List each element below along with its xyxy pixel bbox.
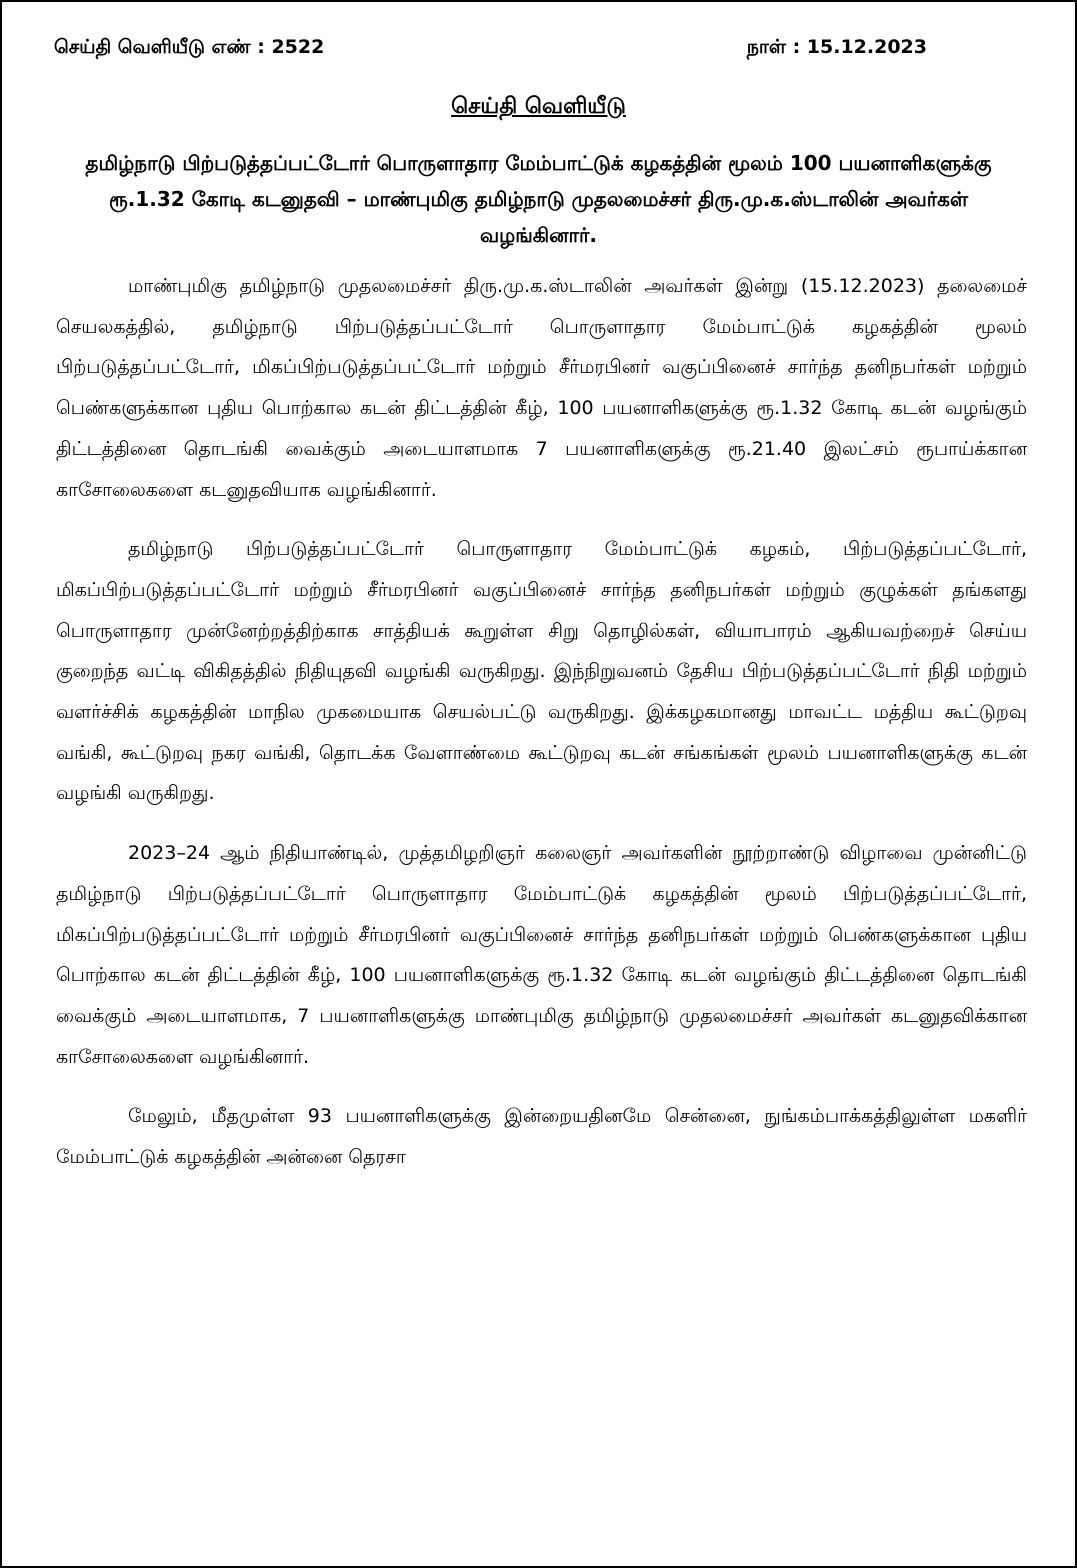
paragraph: தமிழ்நாடு பிற்படுத்தப்பட்டோர் பொருளாதார மேம்பாட்டுக் கழகம், பிற்படுத்தப்பட்டோர், மிகப்பிற்படுத்தப்பட்டோர் மற்றும் சீர்மரபினர் வகுப்பினைச் சார்ந்த தனிநபர்கள் மற்றும் குழுக்கள் தங்களது பொருளாதார முன்னேற்றத்திற்காக சாத்தியக் கூறுள்ள சிறு தொழில்கள், வியாபாரம் ஆகியவற்றைச் செய்ய குறைந்த வட்டி விகிதத்தில் நிதியுதவி வழங்கி வருகிறது. இந்நிறுவனம் தேசிய பிற்படுத்தப்பட்டோர் நிதி மற்றும் வளர்ச்சிக் கழகத்தின் மாநில முகமையாக செயல்பட்டு வருகிறது. இக்கழகமானது மாவட்ட மத்திய கூட்டுறவு வங்கி, கூட்டுறவு நகர வங்கி, தொடக்க வேளாண்மை கூட்டுறவு கடன் சங்கங்கள் மூலம் பயனாளிகளுக்கு கடன் வழங்கி வருகிறது. (56, 538, 1028, 805)
document-heading: செய்தி வெளியீடு (451, 94, 626, 119)
paragraph: மாண்புமிகு தமிழ்நாடு முதலமைச்சர் திரு.மு.க.ஸ்டாலின் அவர்கள் இன்று (15.12.2023) தலைமைச் செயலகத்தில், தமிழ்நாடு பிற்படுத்தப்பட்டோர் பொருளாதார மேம்பாட்டுக் கழகத்தின் மூலம் பிற்படுத்தப்பட்டோர், மிகப்பிற்படுத்தப்பட்டோர் மற்றும் சீர்மரபினர் வகுப்பினைச் சார்ந்த தனிநபர்கள் மற்றும் பெண்களுக்கான புதிய பொற்கால கடன் திட்டத்தின் கீழ், 100 பயனாளிகளுக்கு ரூ.1.32 கோடி கடன் வழங்கும் திட்டத்தினை தொடங்கி வைக்கும் அடையாளமாக 7 பயனாளிகளுக்கு ரூ.21.40 இலட்சம் ரூபாய்க்கான காசோலைகளை கடனுதவியாக வழங்கினார். (56, 275, 1027, 501)
paragraph: மேலும், மீதமுள்ள 93 பயனாளிகளுக்கு இன்றையதினமே சென்னை, நுங்கம்பாக்கத்திலுள்ள மகளிர் மேம்பாட்டுக் கழகத்தின் அன்னை தெரசா (56, 1105, 1027, 1169)
release-date: நாள் : 15.12.2023 (746, 36, 927, 58)
document-body (56, 266, 1027, 1197)
document-meta-row (54, 36, 927, 61)
paragraph: 2023–24 ஆம் நிதியாண்டில், முத்தமிழறிஞர் கலைஞர் அவர்களின் நூற்றாண்டு விழாவை முன்னிட்டு தமிழ்நாடு பிற்படுத்தப்பட்டோர் பொருளாதார மேம்பாட்டுக் கழகத்தின் மூலம் பிற்படுத்தப்பட்டோர், மிகப்பிற்படுத்தப்பட்டோர் மற்றும் சீர்மரபினர் வகுப்பினைச் சார்ந்த தனிநபர்கள் மற்றும் பெண்களுக்கான புதிய பொற்கால கடன் திட்டத்தின் கீழ், 100 பயனாளிகளுக்கு ரூ.1.32 கோடி கடன் வழங்கும் திட்டத்தினை தொடங்கி வைக்கும் அடையாளமாக, 7 பயனாளிகளுக்கு மாண்புமிகு தமிழ்நாடு முதலமைச்சர் அவர்கள் கடனுதவிக்கான காசோலைகளை வழங்கினார். (56, 842, 1027, 1068)
document-title: தமிழ்நாடு பிற்படுத்தப்பட்டோர் பொருளாதார மேம்பாட்டுக் கழகத்தின் மூலம் 100 பயனாளிகளுக்கு ரூ.1.32 கோடி கடனுதவி – மாண்புமிகு தமிழ்நாடு முதலமைச்சர் திரு.மு.க.ஸ்டாலின் அவர்கள் வழங்கினார். (85, 151, 992, 247)
release-number: செய்தி வெளியீடு எண் : 2522 (54, 36, 325, 58)
